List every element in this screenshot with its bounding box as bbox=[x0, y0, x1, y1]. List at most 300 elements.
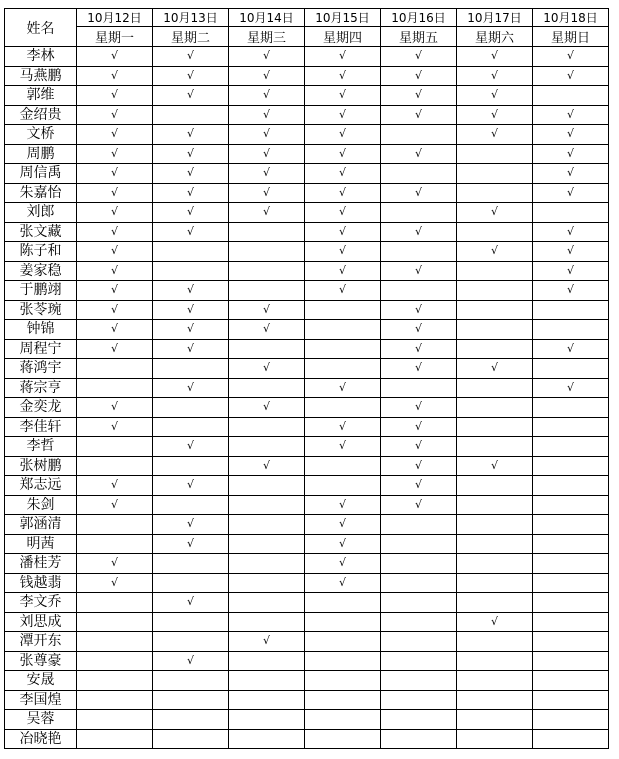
table-row bbox=[5, 593, 609, 613]
attendance-cell bbox=[153, 417, 229, 437]
check-mark-icon: √ bbox=[186, 478, 194, 492]
check-mark-icon: √ bbox=[566, 263, 574, 277]
student-name-cell: 张尊豪 bbox=[5, 651, 77, 671]
check-mark-icon: √ bbox=[110, 88, 118, 102]
check-mark-icon: √ bbox=[186, 302, 194, 316]
attendance-cell bbox=[229, 359, 305, 379]
table-row bbox=[5, 710, 609, 730]
attendance-cell bbox=[381, 710, 457, 730]
attendance-cell bbox=[533, 593, 609, 613]
weekday-header: 星期一 bbox=[77, 27, 153, 47]
date-header: 10月15日 bbox=[305, 9, 381, 27]
attendance-cell bbox=[77, 339, 153, 359]
attendance-cell bbox=[77, 710, 153, 730]
student-name-cell: 潭开东 bbox=[5, 632, 77, 652]
check-mark-icon: √ bbox=[566, 49, 574, 63]
attendance-cell bbox=[533, 359, 609, 379]
attendance-cell bbox=[533, 47, 609, 67]
attendance-cell bbox=[381, 125, 457, 145]
attendance-cell bbox=[381, 515, 457, 535]
attendance-cell bbox=[305, 729, 381, 749]
table-row bbox=[5, 66, 609, 86]
check-mark-icon: √ bbox=[414, 224, 422, 238]
check-mark-icon: √ bbox=[262, 361, 270, 375]
student-name-cell: 金奕龙 bbox=[5, 398, 77, 418]
student-name-cell: 明茜 bbox=[5, 534, 77, 554]
check-mark-icon: √ bbox=[414, 439, 422, 453]
attendance-cell bbox=[533, 261, 609, 281]
check-mark-icon: √ bbox=[338, 439, 346, 453]
attendance-table bbox=[4, 8, 609, 749]
check-mark-icon: √ bbox=[186, 536, 194, 550]
attendance-cell bbox=[457, 690, 533, 710]
attendance-cell bbox=[229, 320, 305, 340]
attendance-cell bbox=[229, 476, 305, 496]
attendance-cell bbox=[381, 378, 457, 398]
check-mark-icon: √ bbox=[262, 107, 270, 121]
attendance-cell bbox=[533, 476, 609, 496]
attendance-cell bbox=[457, 554, 533, 574]
attendance-cell bbox=[533, 339, 609, 359]
attendance-cell bbox=[153, 651, 229, 671]
attendance-cell bbox=[381, 573, 457, 593]
attendance-cell bbox=[533, 398, 609, 418]
attendance-cell bbox=[153, 261, 229, 281]
attendance-cell bbox=[381, 651, 457, 671]
attendance-cell bbox=[457, 183, 533, 203]
check-mark-icon: √ bbox=[490, 458, 498, 472]
check-mark-icon: √ bbox=[186, 517, 194, 531]
attendance-cell bbox=[77, 47, 153, 67]
attendance-cell bbox=[533, 437, 609, 457]
attendance-cell bbox=[457, 456, 533, 476]
check-mark-icon: √ bbox=[110, 478, 118, 492]
attendance-cell bbox=[153, 671, 229, 691]
attendance-cell bbox=[381, 554, 457, 574]
check-mark-icon: √ bbox=[414, 361, 422, 375]
student-name-cell: 张文藏 bbox=[5, 222, 77, 242]
check-mark-icon: √ bbox=[338, 68, 346, 82]
check-mark-icon: √ bbox=[566, 185, 574, 199]
attendance-cell bbox=[305, 86, 381, 106]
student-name-cell: 刘郎 bbox=[5, 203, 77, 223]
attendance-cell bbox=[153, 164, 229, 184]
attendance-cell bbox=[305, 495, 381, 515]
attendance-cell bbox=[153, 593, 229, 613]
table-row bbox=[5, 125, 609, 145]
check-mark-icon: √ bbox=[186, 166, 194, 180]
attendance-cell bbox=[305, 105, 381, 125]
check-mark-icon: √ bbox=[262, 146, 270, 160]
check-mark-icon: √ bbox=[110, 146, 118, 160]
attendance-cell bbox=[533, 417, 609, 437]
attendance-cell bbox=[77, 86, 153, 106]
check-mark-icon: √ bbox=[110, 127, 118, 141]
table-row bbox=[5, 612, 609, 632]
student-name-cell: 马燕鹏 bbox=[5, 66, 77, 86]
attendance-cell bbox=[305, 398, 381, 418]
attendance-cell bbox=[153, 710, 229, 730]
attendance-cell bbox=[153, 359, 229, 379]
attendance-cell bbox=[77, 398, 153, 418]
attendance-cell bbox=[381, 612, 457, 632]
attendance-cell bbox=[305, 554, 381, 574]
check-mark-icon: √ bbox=[262, 400, 270, 414]
weekday-header: 星期日 bbox=[533, 27, 609, 47]
attendance-cell bbox=[305, 320, 381, 340]
attendance-cell bbox=[533, 534, 609, 554]
check-mark-icon: √ bbox=[110, 575, 118, 589]
attendance-cell bbox=[77, 515, 153, 535]
attendance-cell bbox=[305, 534, 381, 554]
attendance-cell bbox=[229, 125, 305, 145]
check-mark-icon: √ bbox=[186, 146, 194, 160]
check-mark-icon: √ bbox=[338, 49, 346, 63]
attendance-cell bbox=[457, 339, 533, 359]
attendance-cell bbox=[457, 534, 533, 554]
check-mark-icon: √ bbox=[262, 68, 270, 82]
attendance-cell bbox=[381, 222, 457, 242]
attendance-cell bbox=[533, 144, 609, 164]
check-mark-icon: √ bbox=[414, 68, 422, 82]
attendance-cell bbox=[533, 651, 609, 671]
attendance-cell bbox=[457, 261, 533, 281]
table-row bbox=[5, 671, 609, 691]
attendance-cell bbox=[229, 86, 305, 106]
student-name-cell: 冶晓艳 bbox=[5, 729, 77, 749]
attendance-cell bbox=[381, 300, 457, 320]
attendance-cell bbox=[381, 164, 457, 184]
table-row bbox=[5, 105, 609, 125]
attendance-cell bbox=[153, 690, 229, 710]
student-name-cell: 郑志远 bbox=[5, 476, 77, 496]
attendance-cell bbox=[229, 144, 305, 164]
attendance-cell bbox=[533, 573, 609, 593]
attendance-cell bbox=[229, 554, 305, 574]
attendance-cell bbox=[533, 125, 609, 145]
attendance-cell bbox=[381, 261, 457, 281]
check-mark-icon: √ bbox=[414, 146, 422, 160]
attendance-cell bbox=[457, 222, 533, 242]
check-mark-icon: √ bbox=[110, 400, 118, 414]
attendance-cell bbox=[533, 66, 609, 86]
check-mark-icon: √ bbox=[566, 146, 574, 160]
attendance-cell bbox=[533, 164, 609, 184]
student-name-cell: 吴蓉 bbox=[5, 710, 77, 730]
attendance-cell bbox=[153, 456, 229, 476]
table-row bbox=[5, 476, 609, 496]
attendance-cell bbox=[153, 242, 229, 262]
attendance-cell bbox=[457, 300, 533, 320]
attendance-cell bbox=[457, 242, 533, 262]
attendance-cell bbox=[229, 651, 305, 671]
student-name-cell: 潘桂芳 bbox=[5, 554, 77, 574]
attendance-cell bbox=[381, 632, 457, 652]
check-mark-icon: √ bbox=[338, 380, 346, 394]
student-name-cell: 李林 bbox=[5, 47, 77, 67]
check-mark-icon: √ bbox=[262, 634, 270, 648]
attendance-cell bbox=[153, 47, 229, 67]
check-mark-icon: √ bbox=[414, 185, 422, 199]
attendance-cell bbox=[381, 86, 457, 106]
attendance-cell bbox=[457, 86, 533, 106]
attendance-cell bbox=[77, 242, 153, 262]
attendance-cell bbox=[305, 300, 381, 320]
student-name-cell: 李佳轩 bbox=[5, 417, 77, 437]
table-row bbox=[5, 203, 609, 223]
attendance-cell bbox=[77, 125, 153, 145]
attendance-cell bbox=[305, 164, 381, 184]
check-mark-icon: √ bbox=[110, 302, 118, 316]
attendance-cell bbox=[533, 671, 609, 691]
weekday-header: 星期六 bbox=[457, 27, 533, 47]
attendance-cell bbox=[153, 534, 229, 554]
student-name-cell: 钟锦 bbox=[5, 320, 77, 340]
attendance-cell bbox=[153, 378, 229, 398]
attendance-cell bbox=[305, 281, 381, 301]
attendance-cell bbox=[153, 203, 229, 223]
table-row bbox=[5, 339, 609, 359]
check-mark-icon: √ bbox=[262, 166, 270, 180]
attendance-cell bbox=[305, 261, 381, 281]
attendance-cell bbox=[305, 47, 381, 67]
attendance-cell bbox=[153, 86, 229, 106]
student-name-cell: 钱越翡 bbox=[5, 573, 77, 593]
check-mark-icon: √ bbox=[110, 185, 118, 199]
attendance-cell bbox=[229, 515, 305, 535]
check-mark-icon: √ bbox=[110, 283, 118, 297]
check-mark-icon: √ bbox=[490, 68, 498, 82]
attendance-cell bbox=[153, 495, 229, 515]
table-row bbox=[5, 86, 609, 106]
attendance-cell bbox=[153, 183, 229, 203]
check-mark-icon: √ bbox=[566, 244, 574, 258]
table-row bbox=[5, 690, 609, 710]
attendance-cell bbox=[305, 66, 381, 86]
student-name-cell: 文桥 bbox=[5, 125, 77, 145]
attendance-cell bbox=[229, 261, 305, 281]
attendance-cell bbox=[77, 359, 153, 379]
check-mark-icon: √ bbox=[414, 458, 422, 472]
attendance-cell bbox=[457, 281, 533, 301]
attendance-cell bbox=[305, 515, 381, 535]
check-mark-icon: √ bbox=[338, 224, 346, 238]
check-mark-icon: √ bbox=[566, 107, 574, 121]
attendance-cell bbox=[533, 729, 609, 749]
student-name-cell: 安晟 bbox=[5, 671, 77, 691]
attendance-cell bbox=[229, 417, 305, 437]
attendance-cell bbox=[153, 612, 229, 632]
check-mark-icon: √ bbox=[414, 107, 422, 121]
table-row bbox=[5, 456, 609, 476]
attendance-cell bbox=[229, 593, 305, 613]
attendance-cell bbox=[381, 105, 457, 125]
check-mark-icon: √ bbox=[262, 322, 270, 336]
check-mark-icon: √ bbox=[414, 49, 422, 63]
table-row bbox=[5, 515, 609, 535]
attendance-cell bbox=[229, 398, 305, 418]
check-mark-icon: √ bbox=[186, 439, 194, 453]
student-name-cell: 郭维 bbox=[5, 86, 77, 106]
attendance-cell bbox=[381, 281, 457, 301]
check-mark-icon: √ bbox=[186, 595, 194, 609]
check-mark-icon: √ bbox=[414, 302, 422, 316]
check-mark-icon: √ bbox=[566, 380, 574, 394]
attendance-cell bbox=[305, 125, 381, 145]
check-mark-icon: √ bbox=[338, 166, 346, 180]
weekday-header: 星期四 bbox=[305, 27, 381, 47]
date-header: 10月18日 bbox=[533, 9, 609, 27]
attendance-cell bbox=[381, 437, 457, 457]
student-name-cell: 李文乔 bbox=[5, 593, 77, 613]
attendance-cell bbox=[229, 183, 305, 203]
attendance-cell bbox=[381, 593, 457, 613]
attendance-cell bbox=[457, 710, 533, 730]
attendance-cell bbox=[229, 632, 305, 652]
attendance-cell bbox=[305, 339, 381, 359]
check-mark-icon: √ bbox=[110, 419, 118, 433]
check-mark-icon: √ bbox=[110, 497, 118, 511]
check-mark-icon: √ bbox=[566, 283, 574, 297]
table-row bbox=[5, 242, 609, 262]
attendance-cell bbox=[153, 398, 229, 418]
attendance-cell bbox=[229, 456, 305, 476]
attendance-cell bbox=[77, 476, 153, 496]
attendance-cell bbox=[153, 632, 229, 652]
student-name-cell: 陈子和 bbox=[5, 242, 77, 262]
attendance-cell bbox=[305, 203, 381, 223]
student-name-cell: 李哲 bbox=[5, 437, 77, 457]
attendance-cell bbox=[77, 164, 153, 184]
check-mark-icon: √ bbox=[186, 322, 194, 336]
attendance-cell bbox=[153, 105, 229, 125]
attendance-cell bbox=[77, 437, 153, 457]
attendance-cell bbox=[305, 437, 381, 457]
attendance-cell bbox=[381, 339, 457, 359]
check-mark-icon: √ bbox=[338, 127, 346, 141]
attendance-cell bbox=[229, 242, 305, 262]
check-mark-icon: √ bbox=[338, 517, 346, 531]
attendance-cell bbox=[457, 593, 533, 613]
check-mark-icon: √ bbox=[338, 536, 346, 550]
attendance-cell bbox=[77, 66, 153, 86]
attendance-cell bbox=[381, 495, 457, 515]
attendance-cell bbox=[229, 573, 305, 593]
attendance-cell bbox=[457, 671, 533, 691]
student-name-cell: 周鹏 bbox=[5, 144, 77, 164]
attendance-cell bbox=[457, 729, 533, 749]
check-mark-icon: √ bbox=[186, 380, 194, 394]
attendance-cell bbox=[77, 281, 153, 301]
attendance-cell bbox=[77, 203, 153, 223]
student-name-cell: 于鹏翊 bbox=[5, 281, 77, 301]
check-mark-icon: √ bbox=[338, 107, 346, 121]
attendance-cell bbox=[77, 534, 153, 554]
check-mark-icon: √ bbox=[338, 244, 346, 258]
table-row bbox=[5, 281, 609, 301]
date-header-row bbox=[5, 9, 609, 27]
check-mark-icon: √ bbox=[262, 205, 270, 219]
attendance-cell bbox=[77, 183, 153, 203]
check-mark-icon: √ bbox=[262, 49, 270, 63]
check-mark-icon: √ bbox=[490, 205, 498, 219]
attendance-cell bbox=[229, 66, 305, 86]
attendance-cell bbox=[457, 105, 533, 125]
attendance-cell bbox=[153, 281, 229, 301]
table-row bbox=[5, 495, 609, 515]
check-mark-icon: √ bbox=[490, 127, 498, 141]
table-row bbox=[5, 729, 609, 749]
attendance-cell bbox=[153, 125, 229, 145]
attendance-cell bbox=[381, 476, 457, 496]
check-mark-icon: √ bbox=[490, 361, 498, 375]
attendance-cell bbox=[533, 222, 609, 242]
student-name-cell: 蒋鸿宇 bbox=[5, 359, 77, 379]
attendance-cell bbox=[77, 593, 153, 613]
attendance-cell bbox=[457, 612, 533, 632]
attendance-cell bbox=[153, 573, 229, 593]
check-mark-icon: √ bbox=[186, 49, 194, 63]
student-name-cell: 郭涵清 bbox=[5, 515, 77, 535]
check-mark-icon: √ bbox=[186, 205, 194, 219]
attendance-cell bbox=[77, 456, 153, 476]
attendance-cell bbox=[533, 183, 609, 203]
check-mark-icon: √ bbox=[414, 341, 422, 355]
attendance-cell bbox=[457, 573, 533, 593]
check-mark-icon: √ bbox=[566, 68, 574, 82]
attendance-cell bbox=[457, 632, 533, 652]
student-name-cell: 蒋宗亨 bbox=[5, 378, 77, 398]
attendance-cell bbox=[457, 66, 533, 86]
check-mark-icon: √ bbox=[338, 263, 346, 277]
check-mark-icon: √ bbox=[414, 322, 422, 336]
attendance-cell bbox=[229, 105, 305, 125]
check-mark-icon: √ bbox=[110, 556, 118, 570]
weekday-header-row bbox=[5, 27, 609, 47]
weekday-header: 星期三 bbox=[229, 27, 305, 47]
attendance-cell bbox=[457, 495, 533, 515]
check-mark-icon: √ bbox=[110, 224, 118, 238]
attendance-cell bbox=[305, 222, 381, 242]
attendance-cell bbox=[533, 378, 609, 398]
check-mark-icon: √ bbox=[414, 263, 422, 277]
check-mark-icon: √ bbox=[490, 88, 498, 102]
attendance-cell bbox=[229, 729, 305, 749]
check-mark-icon: √ bbox=[338, 556, 346, 570]
attendance-cell bbox=[77, 573, 153, 593]
table-row bbox=[5, 398, 609, 418]
attendance-cell bbox=[305, 476, 381, 496]
attendance-cell bbox=[533, 86, 609, 106]
attendance-cell bbox=[381, 242, 457, 262]
attendance-cell bbox=[457, 651, 533, 671]
table-row bbox=[5, 437, 609, 457]
table-row bbox=[5, 651, 609, 671]
attendance-cell bbox=[153, 320, 229, 340]
table-row bbox=[5, 164, 609, 184]
student-name-cell: 姜家稳 bbox=[5, 261, 77, 281]
check-mark-icon: √ bbox=[414, 478, 422, 492]
attendance-cell bbox=[381, 144, 457, 164]
table-row bbox=[5, 47, 609, 67]
attendance-cell bbox=[381, 417, 457, 437]
table-row bbox=[5, 554, 609, 574]
attendance-cell bbox=[229, 671, 305, 691]
student-name-cell: 张苓琬 bbox=[5, 300, 77, 320]
weekday-header: 星期二 bbox=[153, 27, 229, 47]
table-row bbox=[5, 573, 609, 593]
attendance-cell bbox=[305, 593, 381, 613]
